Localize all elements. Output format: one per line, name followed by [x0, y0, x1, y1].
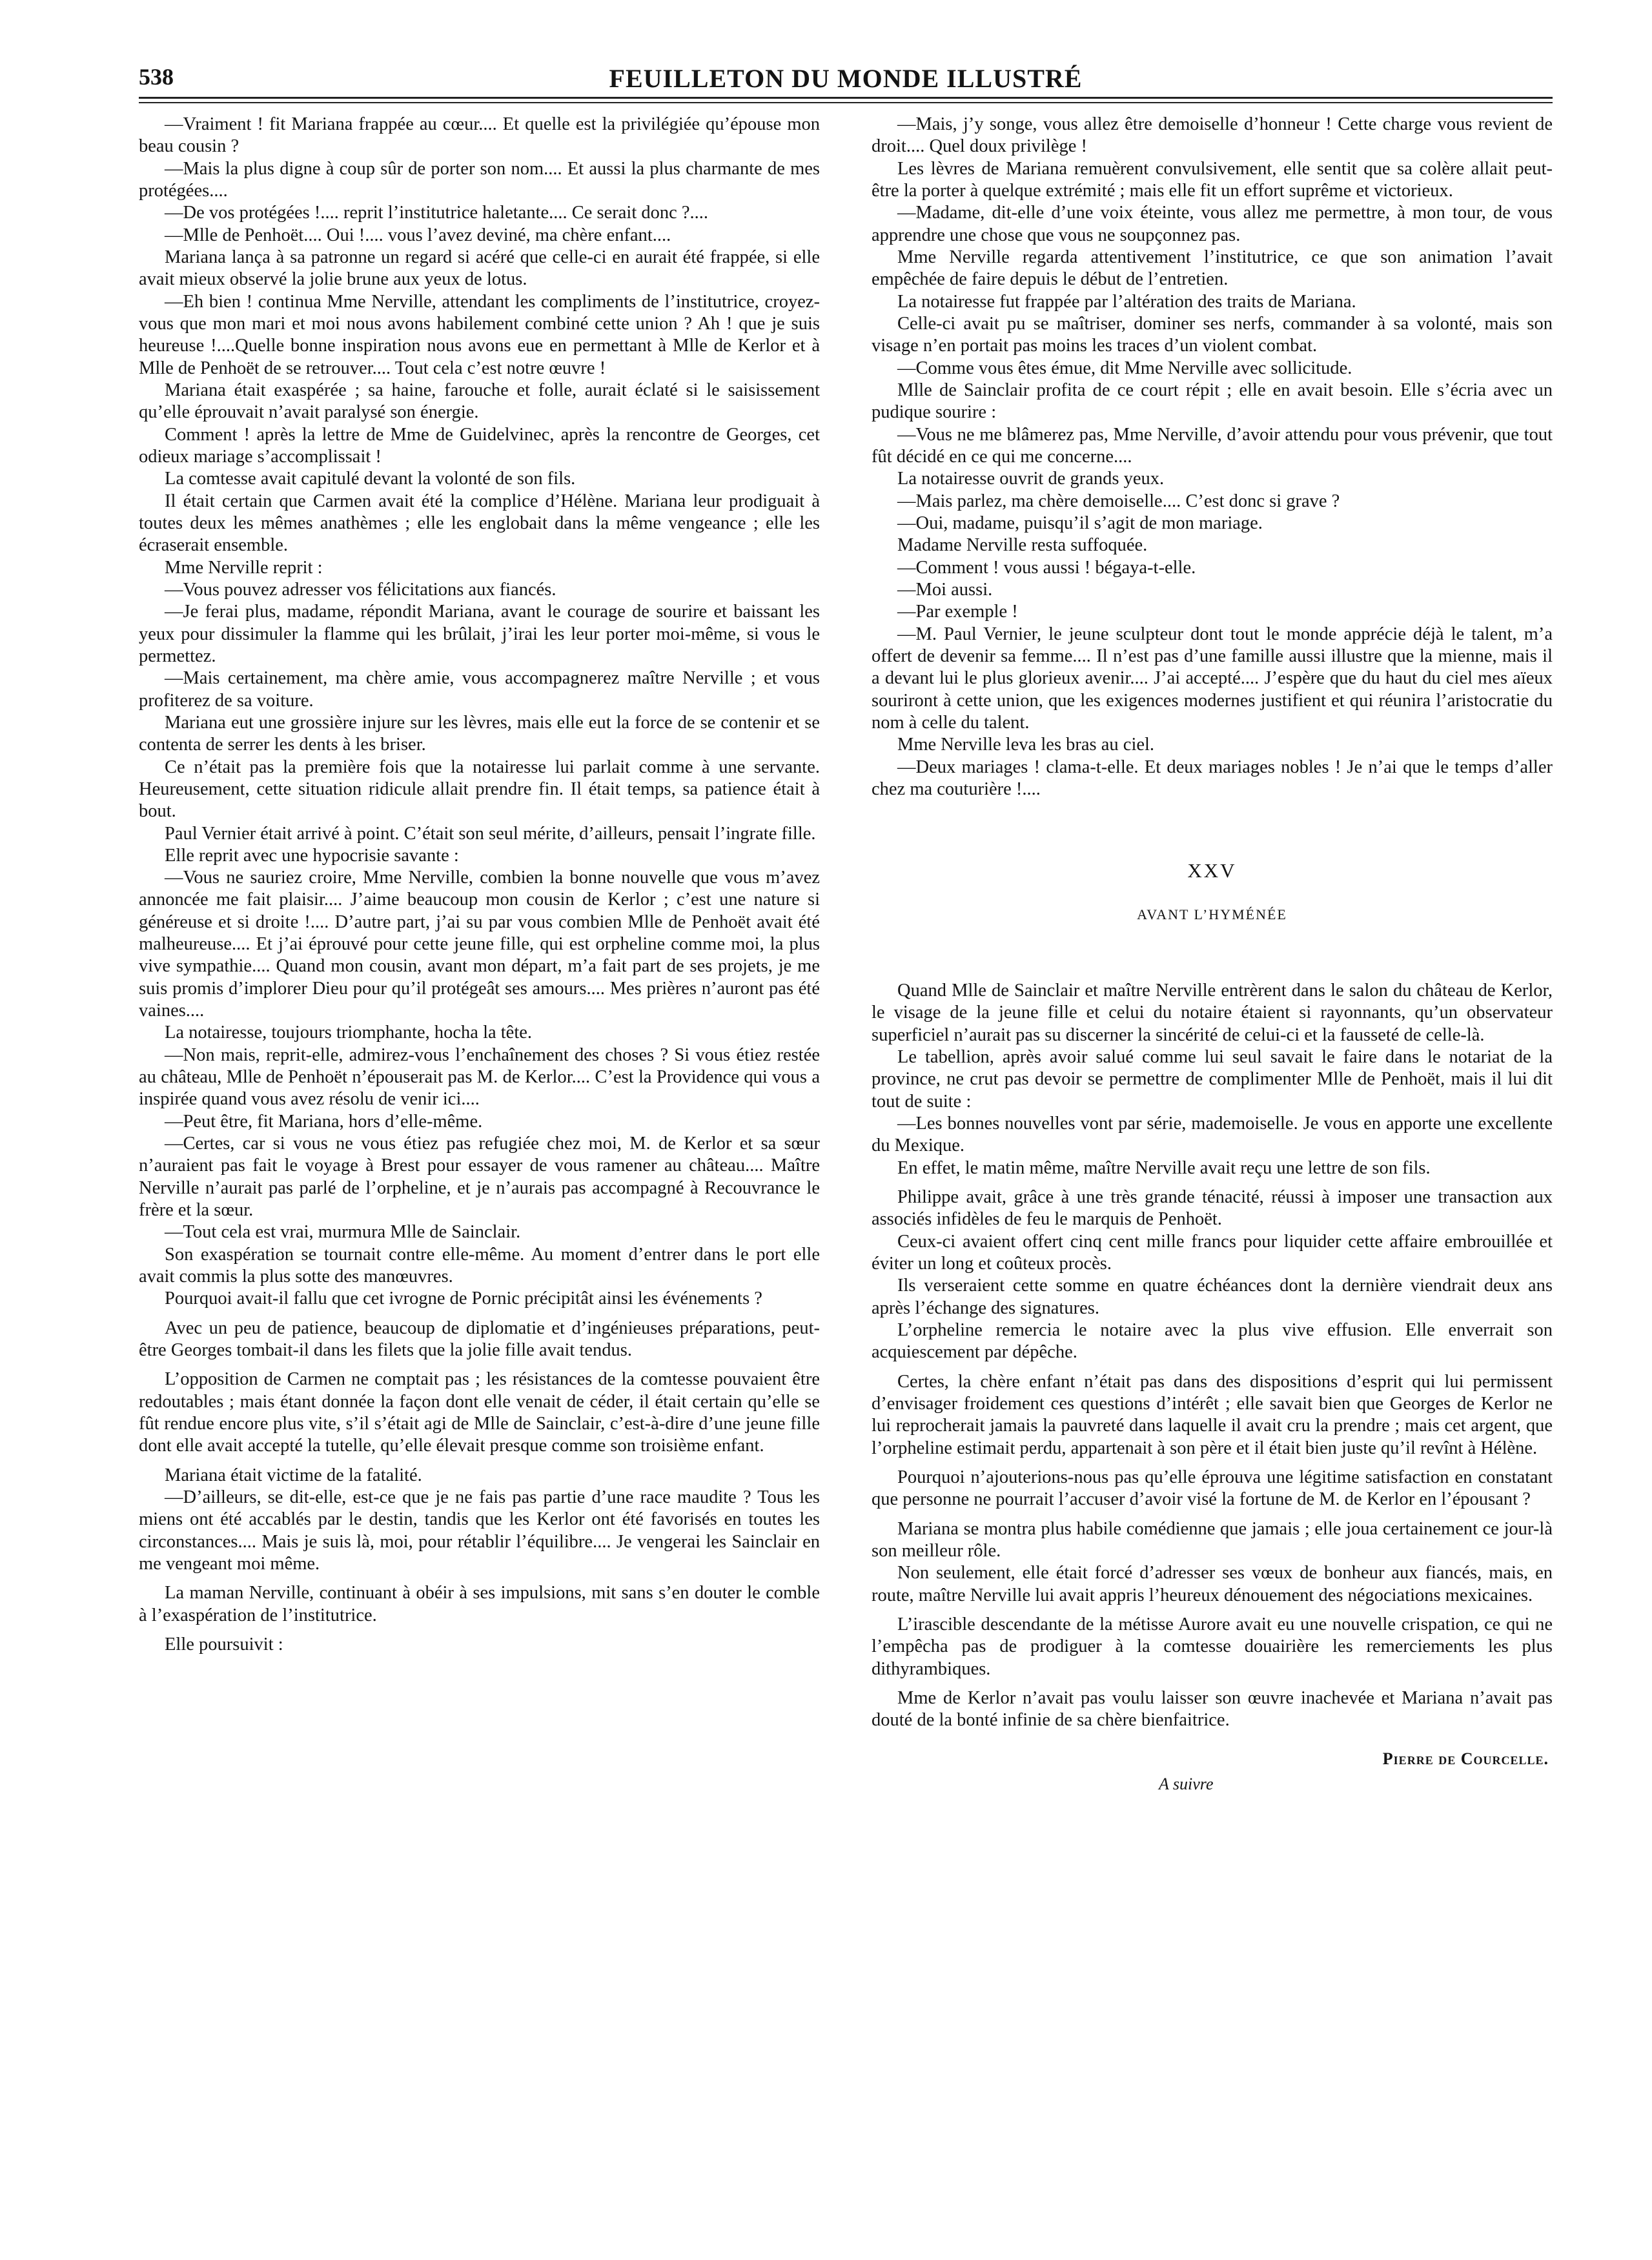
paragraph: —Peut être, fit Mariana, hors d’elle-même.: [165, 1111, 483, 1132]
paragraph: Elle reprit avec une hypocrisie savante :: [165, 845, 459, 866]
paragraph: Celle-ci avait pu se maîtriser, dominer ses nerfs, commander à sa volonté, mais son visage n’en portait pas moins les traces d’un violent combat.: [872, 313, 1553, 356]
paragraph: —Mais parlez, ma chère demoiselle.... C’est donc si grave ?: [897, 491, 1340, 511]
paragraph: Ceux-ci avaient offert cinq cent mille francs pour liquider cette affaire embrouillée et éviter un long et coûteux procès.: [872, 1231, 1553, 1274]
paragraph: —Comme vous êtes émue, dit Mme Nerville avec sollicitude.: [897, 358, 1352, 378]
paragraph: Mlle de Sainclair profita de ce court répit ; elle en avait besoin. Elle s’écria avec un pudique sourire :: [872, 380, 1553, 423]
paragraph: —Deux mariages ! clama-t-elle. Et deux mariages nobles ! Je n’ai que le temps d’aller chez ma couturière !....: [872, 757, 1553, 799]
right-column-chapter-text: [872, 980, 1553, 1732]
paragraph: Il était certain que Carmen avait été la complice d’Hélène. Mariana leur prodiguait à toutes deux les mêmes anathèmes ; elle les englobait dans la même vengeance ; elle les écraserait ensemble.: [139, 491, 820, 556]
paragraph: Mme de Kerlor n’avait pas voulu laisser son œuvre inachevée et Mariana n’avait pas douté de la bonté infinie de sa chère bienfaitrice.: [872, 1687, 1553, 1731]
paragraph: La notairesse, toujours triomphante, hocha la tête.: [165, 1023, 533, 1043]
paragraph: —Tout cela est vrai, murmura Mlle de Sainclair.: [165, 1222, 521, 1243]
paragraph: —Certes, car si vous ne vous étiez pas refugiée chez moi, M. de Kerlor et sa sœur n’auraient pas fait le voyage à Brest pour essayer de vous ramener au château.... Maître Nerville n’aurait pas parlé de l’orpheline, et je n’aurais pas accompagné à Recouvrance le frère et la sœur.: [139, 1134, 820, 1221]
paragraph: Non seulement, elle était forcé d’adresser ses vœux de bonheur aux fiancés, mais, en route, maître Nerville lui avait appris l’heureux dénouement des négociations mexicaines.: [872, 1563, 1553, 1605]
paragraph: —Madame, dit-elle d’une voix éteinte, vous allez me permettre, à mon tour, de vous apprendre une chose que vous ne soupçonnez pas.: [872, 203, 1553, 245]
paragraph: Madame Nerville resta suffoquée.: [897, 535, 1148, 556]
paragraph: La comtesse avait capitulé devant la volonté de son fils.: [165, 469, 576, 489]
paragraph: —Vous ne me blâmerez pas, Mme Nerville, d’avoir attendu pour vous prévenir, que tout fût décidé en ce qui me concerne....: [872, 424, 1553, 467]
paragraph: Pourquoi avait-il fallu que cet ivrogne de Pornic précipitât ainsi les événements ?: [165, 1288, 762, 1309]
paragraph: Elle poursuivit :: [165, 1634, 283, 1654]
header-rule-bottom: [139, 102, 1553, 103]
paragraph: La maman Nerville, continuant à obéir à ses impulsions, mit sans s’en douter le comble à l’exaspération de l’institutrice.: [139, 1583, 820, 1625]
paragraph: Mariana était victime de la fatalité.: [165, 1465, 422, 1485]
paragraph: L’opposition de Carmen ne comptait pas ; les résistances de la comtesse pouvaient être redoutables ; mais étant donnée la façon dont elle venait de céder, il était certain qu’elle se fût rendue encore plus vite, s’il s’était agi de Mlle de Sainclair, c’est-à-dire d’une jeune fille dont elle avait accepté la tutelle, qu’elle élevait presque comme son troisième enfant.: [139, 1369, 820, 1456]
page-number: 538: [139, 64, 174, 90]
paragraph: Pourquoi n’ajouterions-nous pas qu’elle éprouva une légitime satisfaction en constatant que personne ne pourrait l’accuser d’avoir visé la fortune de M. de Kerlor en l’épousant ?: [872, 1467, 1553, 1510]
paragraph: Mariana était exaspérée ; sa haine, farouche et folle, aurait éclaté si le saisissement qu’elle éprouvait n’avait paralysé son énergie.: [139, 380, 820, 423]
paragraph: La notairesse fut frappée par l’altération des traits de Mariana.: [897, 291, 1356, 312]
paragraph: Mariana lança à sa patronne un regard si acéré que celle-ci en aurait été frappée, si elle avait mieux observé la jolie brune aux yeux de lotus.: [139, 247, 820, 290]
paragraph: Certes, la chère enfant n’était pas dans des dispositions d’esprit qui lui permissent d’envisager froidement ces questions d’intérêt ; elle savait bien que Georges de Kerlor ne lui reprocherait jamais la pauvreté dans laquelle il avait cru la prendre ; mais cet argent, que l’orpheline estimait perdu, appartenait à son père et il était bien juste qu’il revînt à Hélène.: [872, 1371, 1553, 1458]
header-rule-top: [139, 97, 1553, 99]
page-header: [139, 63, 1553, 98]
paragraph: —De vos protégées !.... reprit l’institutrice haletante.... Ce serait donc ?....: [165, 203, 709, 223]
paragraph: Les lèvres de Mariana remuèrent convulsivement, elle sentit que sa colère allait peut-être la porter à quelque extrémité ; mais elle fit un effort suprême et victorieux.: [872, 158, 1553, 201]
paragraph: En effet, le matin même, maître Nerville avait reçu une lettre de son fils.: [897, 1157, 1431, 1178]
paragraph: Comment ! après la lettre de Mme de Guidelvinec, après la rencontre de Georges, cet odieux mariage s’accomplissait !: [139, 424, 820, 467]
left-column: [139, 114, 820, 1656]
paragraph: Mme Nerville regarda attentivement l’institutrice, ce que son animation l’avait empêchée de faire depuis le début de l’entretien.: [872, 247, 1553, 290]
paragraph: —Mais la plus digne à coup sûr de porter son nom.... Et aussi la plus charmante de mes protégées....: [139, 158, 820, 201]
paragraph: Mme Nerville reprit :: [165, 557, 323, 578]
paragraph: L’orpheline remercia le notaire avec la plus vive effusion. Elle enverrait son acquiescement par dépêche.: [872, 1319, 1553, 1363]
paragraph: —M. Paul Vernier, le jeune sculpteur dont tout le monde apprécie déjà le talent, m’a offert de devenir sa femme.... Il n’est pas d’une famille aussi illustre que la mienne, mais il a devant lui le plus glorieux avenir.... J’ai accepté.... J’espère que du haut du ciel mes aïeux souriront à cette union, que les exigences modernes justifient et qui réunira l’aristocratie du nom à celle du talent.: [872, 624, 1553, 733]
right-column: [872, 114, 1553, 1794]
paragraph: —Vous ne sauriez croire, Mme Nerville, combien la bonne nouvelle que vous m’avez annoncée me fait plaisir.... J’aime beaucoup mon cousin de Kerlor ; c’est une nature si généreuse et si droite !.... D’autre part, j’ai su par vous combien Mlle de Penhoët avait été malheureuse.... Et j’ai éprouvé pour cette jeune fille, qui est orpheline comme moi, la plus vive sympathie.... Quand mon cousin, avant mon départ, m’a fait part de ses projets, je me suis promis d’implorer Dieu pour qu’il protégeât ses amours.... Mes prières n’auront pas été vaines....: [139, 868, 820, 1021]
right-column-top-text: [872, 114, 1553, 800]
paragraph: —Les bonnes nouvelles vont par série, mademoiselle. Je vous en apporte une excellente du Mexique.: [872, 1113, 1553, 1156]
paragraph: Philippe avait, grâce à une très grande ténacité, réussi à imposer une transaction aux associés infidèles de feu le marquis de Penhoët.: [872, 1186, 1553, 1230]
paragraph: Mariana se montra plus habile comédienne que jamais ; elle joua certainement ce jour-là son meilleur rôle.: [872, 1518, 1553, 1561]
chapter-title: AVANT L’HYMÉNÉE: [1137, 906, 1287, 922]
paragraph: Paul Vernier était arrivé à point. C’était son seul mérite, d’ailleurs, pensait l’ingrate fille.: [165, 823, 816, 844]
chapter-number: XXV: [1187, 859, 1237, 882]
paragraph: —Eh bien ! continua Mme Nerville, attendant les compliments de l’institutrice, croyez-vous que mon mari et moi nous avons habilement combiné cette union ? Ah ! que je suis heureuse !....Quelle bonne inspiration nous avons eue en permettant à Mlle de Kerlor et à Mlle de Penhoët de se retrouver.... Tout cela c’est notre œuvre !: [139, 291, 820, 378]
paragraph: —Mais certainement, ma chère amie, vous accompagnerez maître Nerville ; et vous profiterez de sa voiture.: [139, 668, 820, 711]
paragraph: Mariana eut une grossière injure sur les lèvres, mais elle eut la force de se contenir et se contenta de serrer les dents à les briser.: [139, 712, 820, 755]
author-signature: Pierre de Courcelle.: [1382, 1749, 1549, 1768]
paragraph: Mme Nerville leva les bras au ciel.: [897, 735, 1155, 755]
paragraph: Avec un peu de patience, beaucoup de diplomatie et d’ingénieuses préparations, peut-être Georges tombait-il dans les filets que la jolie fille avait tendus.: [139, 1318, 820, 1361]
paragraph: Le tabellion, après avoir salué comme lui seul savait le faire dans le notariat de la province, ne crut pas devoir se permettre de complimenter Mlle de Penhoët, mais il lui dit tout de suite :: [872, 1047, 1553, 1112]
paragraph: —Vous pouvez adresser vos félicitations aux fiancés.: [165, 579, 556, 600]
paragraph: —Vraiment ! fit Mariana frappée au cœur.... Et quelle est la privilégiée qu’épouse mon beau cousin ?: [139, 114, 820, 157]
paragraph: —Comment ! vous aussi ! bégaya-t-elle.: [897, 557, 1196, 578]
paragraph: L’irascible descendante de la métisse Aurore avait eu une nouvelle crispation, ce qui ne l’empêcha pas de prodiguer à la comtesse douairière les remerciements les plus dithyrambiques.: [872, 1614, 1553, 1679]
to-be-continued: A suivre: [1159, 1774, 1214, 1793]
paragraph: Ce n’était pas la première fois que la notairesse lui parlait comme à une servante. Heureusement, cette situation ridicule allait prendre fin. Il était temps, sa patience était à bout.: [139, 757, 820, 822]
paragraph: —Je ferai plus, madame, répondit Mariana, avant le courage de sourire et baissant les yeux pour dissimuler la flamme qui les brûlait, j’irai les leur porter moi-même, si vous le permettez.: [139, 602, 820, 666]
paragraph: —Mais, j’y songe, vous allez être demoiselle d’honneur ! Cette charge vous revient de droit.... Quel doux privilège !: [872, 114, 1553, 157]
paragraph: —Par exemple !: [897, 602, 1018, 622]
paragraph: La notairesse ouvrit de grands yeux.: [897, 469, 1165, 489]
paragraph: Quand Mlle de Sainclair et maître Nerville entrèrent dans le salon du château de Kerlor, le visage de la jeune fille et celui du notaire étaient si rayonnants, qu’un observateur superficiel n’aurait pas su discerner la sincérité de celui-ci et la fausseté de celle-là.: [872, 981, 1553, 1045]
paragraph: Ils verseraient cette somme en quatre échéances dont la dernière viendrait deux ans après l’échange des signatures.: [872, 1276, 1553, 1318]
paragraph: Son exaspération se tournait contre elle-même. Au moment d’entrer dans le port elle avait commis la plus sotte des manœuvres.: [139, 1244, 820, 1287]
paragraph: —D’ailleurs, se dit-elle, est-ce que je ne fais pas partie d’une race maudite ? Tous les miens ont été accablés par le destin, tandis que les Kerlor ont été favorisés en toutes les circonstances.... Mais je suis là, moi, pour rétablir l’équilibre.... Je vengerai les Sainclair en me vengeant moi même.: [139, 1487, 820, 1574]
paragraph: —Oui, madame, puisqu’il s’agit de mon mariage.: [897, 513, 1263, 533]
paragraph: —Moi aussi.: [897, 579, 993, 600]
journal-title: FEUILLETON DU MONDE ILLUSTRÉ: [609, 64, 1083, 93]
paragraph: —Mlle de Penhoët.... Oui !.... vous l’avez deviné, ma chère enfant....: [165, 225, 671, 245]
paragraph: —Non mais, reprit-elle, admirez-vous l’enchaînement des choses ? Si vous étiez restée au château, Mlle de Penhoët n’épouserait pas M. de Kerlor.... C’est la Providence qui vous a inspirée quand vous avez résolu de venir ici....: [139, 1044, 820, 1110]
